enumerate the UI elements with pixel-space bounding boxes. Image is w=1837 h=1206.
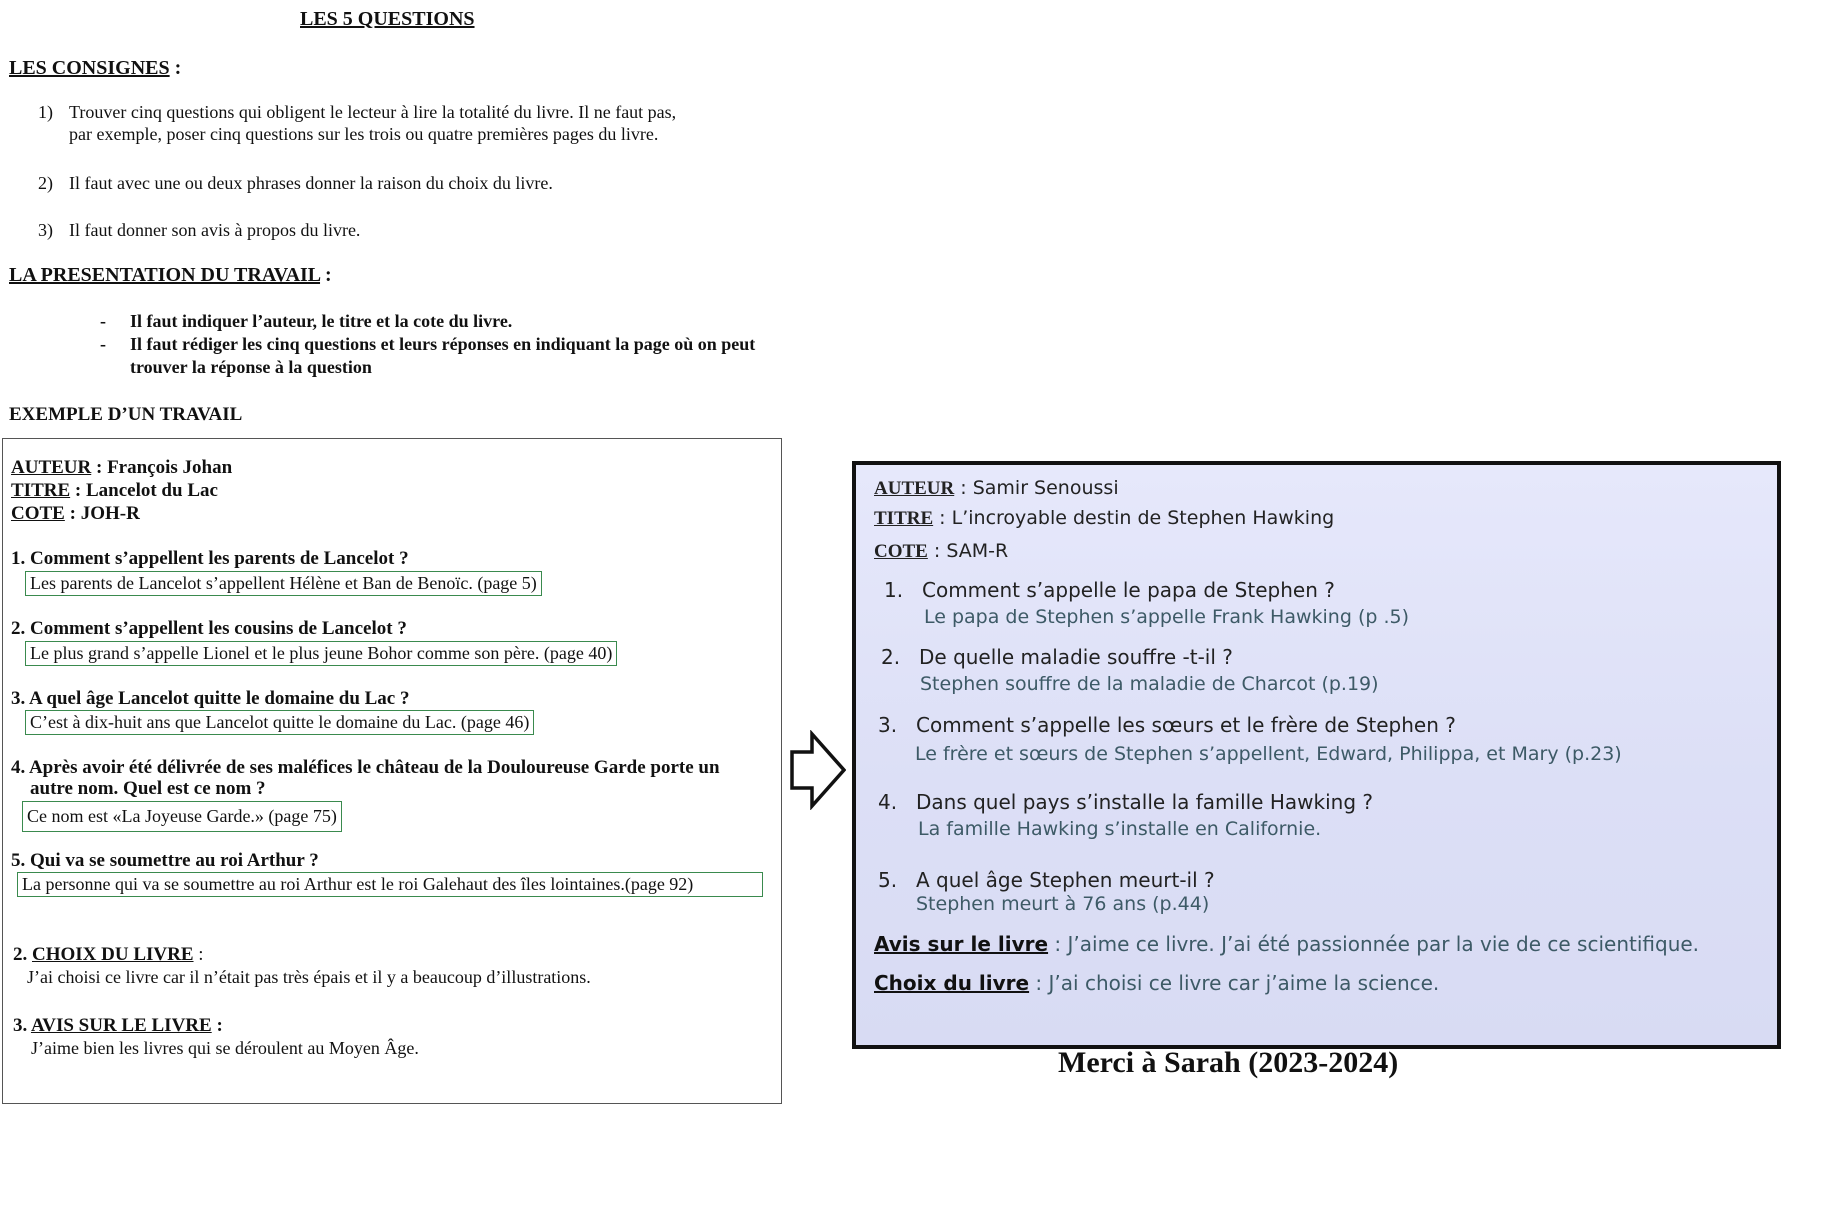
example-answer-4: Ce nom est «La Joyeuse Garde.» (page 75) (22, 801, 342, 832)
example-heading: EXEMPLE D’UN TRAVAIL (9, 404, 243, 425)
example-title: TITRE : Lancelot du Lac (11, 480, 218, 501)
example-answer-1: Les parents de Lancelot s’appellent Hélène et Ban de Benoïc. (page 5) (25, 571, 542, 596)
student-choix: Choix du livre : J’ai choisi ce livre car j’aime la science. (874, 971, 1440, 995)
example-avis-heading: 3. AVIS SUR LE LIVRE : (13, 1015, 223, 1036)
example-question-1: 1. Comment s’appellent les parents de Lancelot ? (11, 548, 409, 569)
student-cote: COTE : SAM-R (874, 540, 1009, 562)
consignes-heading: LES CONSIGNES : (9, 57, 182, 79)
example-author: AUTEUR : François Johan (11, 457, 233, 478)
consigne-item-3: 3) Il faut donner son avis à propos du livre. (38, 220, 361, 240)
student-answer-3: Le frère et sœurs de Stephen s’appellent, Edward, Philippa, et Mary (p.23) (915, 743, 1622, 765)
student-work-box: AUTEUR : Samir Senoussi TITRE : L’incroyable destin de Stephen Hawking COTE : SAM-R 1. Comment s’appelle le papa de Stephen ? Le papa de Stephen s’appelle Frank Hawking (p .5) 2. De quelle maladie souffre -t-il ? Stephen souffre de la maladie de Charcot (p.19) 3. Comment s’appelle les sœurs et le frère de Stephen ? Le frère et sœurs de Stephen s’appellent, Edward, Philippa, et Mary (p.23) 4. Dans quel pays s’installe la famille Hawking ? La famille Hawking s’installe en Californie. 5. A quel âge Stephen meurt-il ? Stephen meurt à 76 ans (p.44) Avis sur le livre : J’aime ce livre. J’ai été passionnée par la vie de ce scientifique. Choix du livre : J’ai choisi ce livre car j’aime la science. (852, 461, 1781, 1049)
presentation-bullet-1: - Il faut indiquer l’auteur, le titre et la cote du livre. (100, 311, 513, 331)
example-question-2: 2. Comment s’appellent les cousins de Lancelot ? (11, 618, 407, 639)
page-title: LES 5 QUESTIONS (300, 8, 475, 30)
example-answer-3: C’est à dix-huit ans que Lancelot quitte le domaine du Lac. (page 46) (25, 710, 534, 735)
consigne-item-2: 2) Il faut avec une ou deux phrases donner la raison du choix du livre. (38, 173, 553, 193)
student-title: TITRE : L’incroyable destin de Stephen Hawking (874, 507, 1335, 529)
presentation-heading: LA PRESENTATION DU TRAVAIL : (9, 264, 332, 286)
student-answer-5: Stephen meurt à 76 ans (p.44) (916, 893, 1210, 915)
example-question-4-cont: autre nom. Quel est ce nom ? (30, 778, 266, 799)
example-question-3: 3. A quel âge Lancelot quitte le domaine du Lac ? (11, 688, 410, 709)
presentation-bullet-2: - Il faut rédiger les cinq questions et leurs réponses en indiquant la page où on peut trouver la réponse à la question (100, 334, 756, 377)
example-question-5: 5. Qui va se soumettre au roi Arthur ? (11, 850, 319, 871)
example-question-4: 4. Après avoir été délivrée de ses maléfices le château de la Douloureuse Garde porte un (11, 757, 720, 778)
example-cote: COTE : JOH-R (11, 503, 140, 524)
consigne-item-1: 1) Trouver cinq questions qui obligent le lecteur à lire la totalité du livre. Il ne faut pas, par exemple, poser cinq questions sur les trois ou quatre premières pages du livre. (38, 102, 677, 144)
student-answer-4: La famille Hawking s’installe en Californie. (918, 818, 1322, 840)
credit-caption: Merci à Sarah (2023-2024) (1058, 1046, 1399, 1079)
student-avis: Avis sur le livre : J’aime ce livre. J’ai été passionnée par la vie de ce scientifique. (874, 932, 1700, 956)
example-answer-5: La personne qui va se soumettre au roi Arthur est le roi Galehaut des îles lointaines.(page 92) (17, 872, 763, 897)
student-answer-2: Stephen souffre de la maladie de Charcot (p.19) (920, 673, 1379, 695)
example-box (2, 438, 782, 1104)
student-author: AUTEUR : Samir Senoussi (874, 477, 1119, 499)
example-choix-heading: 2. CHOIX DU LIVRE : (13, 944, 204, 965)
example-avis-text: J’aime bien les livres qui se déroulent au Moyen Âge. (31, 1038, 419, 1058)
example-answer-2: Le plus grand s’appelle Lionel et le plus jeune Bohor comme son père. (page 40) (25, 641, 617, 666)
right-arrow-icon (790, 730, 846, 810)
student-answer-1: Le papa de Stephen s’appelle Frank Hawking (p .5) (924, 606, 1410, 628)
example-choix-text: J’ai choisi ce livre car il n’était pas très épais et il y a beaucoup d’illustrations. (27, 967, 591, 987)
